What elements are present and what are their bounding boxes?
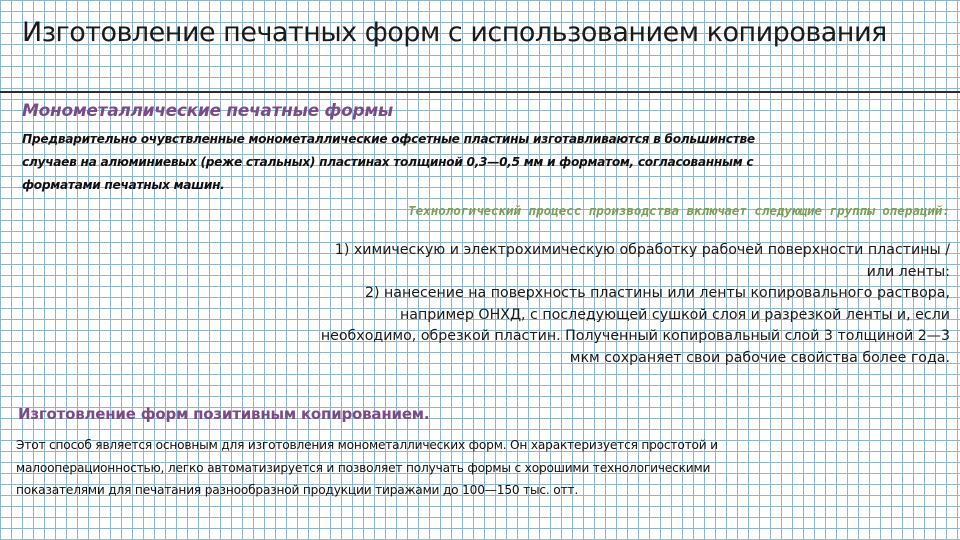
title-divider — [0, 91, 960, 93]
process-list — [310, 240, 950, 369]
section-body-positive-copying: Этот способ является основным для изготовления монометаллических форм. Он характеризуется простотой и малооперационностью, легко автоматизируется и позволяет получать формы с хорошими технологическими показателями для печатания разнообразной продукции тиражами до 100—150 тыс. отт. — [16, 438, 718, 497]
section-heading-positive-copying: Изготовление форм позитивным копированием. — [18, 405, 430, 423]
process-item-2: 2) нанесение на поверхность пластины или ленты копировального раствора, например ОНХД, с последующей сушкой слоя и разрезкой ленты и, если необходимо, обрезкой пластин. Полученный копировальный слой 3 толщиной 2—3 мкм сохраняет свои рабочие свойства более года. — [320, 285, 950, 366]
section-heading-monometal: Монометаллические печатные формы — [22, 101, 393, 121]
section-body-monometal: Предварительно очувствленные монометаллические офсетные пластины изготавливаются в большинстве случаев на алюминиевых (реже стальных) пластинах толщиной 0,3—0,5 мм и форматом, согласованным с форматами печатных машин. — [22, 132, 755, 192]
process-item-1: 1) химическую и электрохимическую обработку рабочей поверхности пластины /или ленты: — [334, 242, 950, 280]
process-heading: Технологический процесс производства включает следующие группы операций: — [408, 203, 950, 218]
slide-title: Изготовление печатных форм с использованием копирования — [22, 17, 887, 48]
